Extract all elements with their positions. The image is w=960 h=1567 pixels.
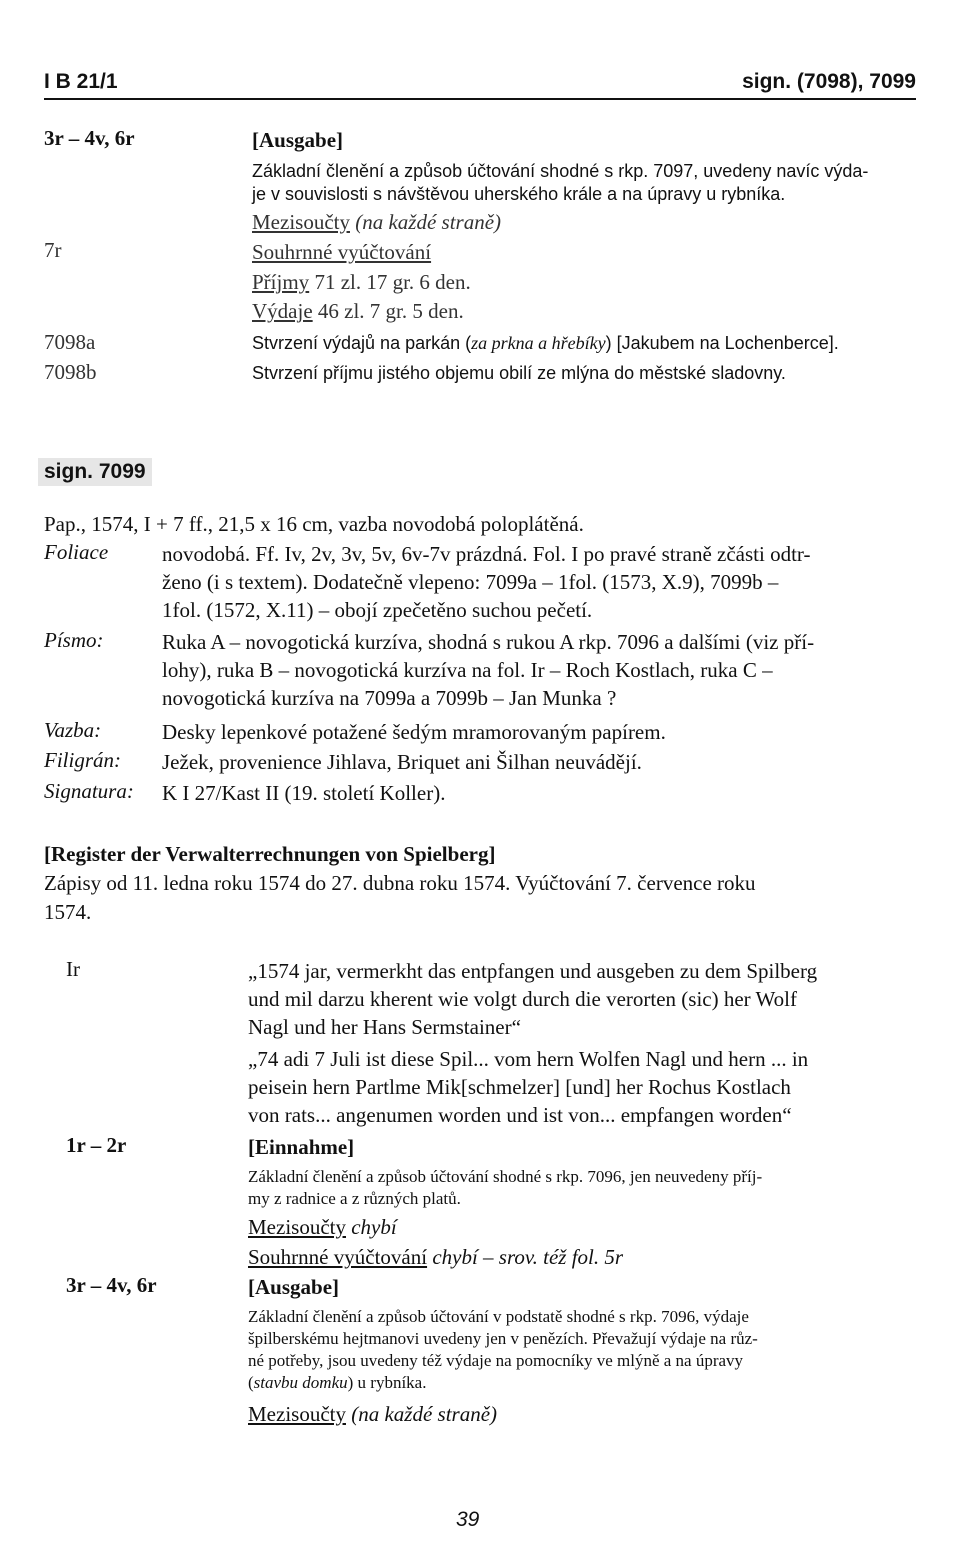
entry-label: 3r – 4v, 6r xyxy=(44,126,135,150)
section-title-ausgabe: [Ausgabe] xyxy=(252,128,344,152)
field-line: K I 27/Kast II (19. století Koller). xyxy=(162,781,446,805)
quote-1 xyxy=(248,957,918,1041)
stvrzeni-b: Stvrzení příjmu jistého objemu obilí ze mlýna do městské sladovny. xyxy=(252,363,786,383)
ausgabe-last-text: ) u rybníka. xyxy=(347,1373,427,1392)
mezisoucty-line-2 xyxy=(248,1400,497,1428)
vydaje-label: Výdaje xyxy=(252,299,313,323)
header-right: sign. (7098), 7099 xyxy=(742,70,916,93)
mezisoucty-label: Mezisoučty xyxy=(248,1402,346,1426)
sign-heading: sign. 7099 xyxy=(38,458,152,486)
prijmy-label: Příjmy xyxy=(252,270,310,294)
field-value xyxy=(162,628,916,712)
field-line: Desky lepenkové potažené šedým mramorovaným papírem. xyxy=(162,720,666,744)
header-left: I B 21/1 xyxy=(44,70,118,93)
quote-line: „1574 jar, vermerkht das entpfangen und ausgeben zu dem Spilberg xyxy=(248,959,818,983)
field-line: Ruka A – novogotická kurzíva, shodná s rukou A rkp. 7096 a dalšími (viz pří- xyxy=(162,630,815,654)
field-value xyxy=(162,779,916,807)
header-rule xyxy=(44,98,916,100)
quote-line: peisein hern Partlme Mik[schmelzer] [und] her Rochus Kostlach xyxy=(248,1075,791,1099)
field-key: Písmo: xyxy=(44,628,104,652)
einnahme-text xyxy=(248,1166,762,1210)
quote-line: Nagl und her Hans Sermstainer“ xyxy=(248,1015,521,1039)
souhrnne-line xyxy=(248,1243,623,1271)
field-line: ženo (i s textem). Dodatečně vlepeno: 7099a – 1fol. (1573, X.9), 7099b – xyxy=(162,570,779,594)
field-value xyxy=(162,540,916,624)
entry-label: 7098a xyxy=(44,330,96,354)
souhrnne-label: Souhrnné vyúčtování xyxy=(248,1245,428,1269)
ausgabe-line-last xyxy=(248,1372,920,1394)
field-value xyxy=(162,748,916,776)
register-line: 1574. xyxy=(44,900,92,924)
souhrnne-label: Souhrnné vyúčtování xyxy=(252,240,432,264)
stvrzeni-a xyxy=(252,332,839,355)
field-key: Foliace xyxy=(44,540,109,564)
field-line: 1fol. (1572, X.11) – obojí zpečetěno suchou pečetí. xyxy=(162,598,593,622)
quote-line: „74 adi 7 Juli ist diese Spil... vom hern Wolfen Nagl und hern ... in xyxy=(248,1047,809,1071)
stvrzeni-a-italic: za prkna a hřebíky xyxy=(471,333,606,353)
quote-line: von rats... angenumen worden und ist von... empfangen worden“ xyxy=(248,1103,792,1127)
prijmy-value: 71 zl. 17 gr. 6 den. xyxy=(314,270,471,294)
section-title-ausgabe-2: [Ausgabe] xyxy=(248,1275,340,1299)
ausgabe-line: špilberskému hejtmanovi uvedeny jen v penězích. Převažují výdaje na růz- xyxy=(248,1329,758,1348)
mezisoucty-note: (na každé straně) xyxy=(355,210,502,234)
paren-open: ( xyxy=(248,1373,254,1392)
souhrnne-note: chybí – srov. též fol. 5r xyxy=(432,1245,624,1269)
field-key: Filigrán: xyxy=(44,748,121,772)
field-line: novodobá. Ff. Iv, 2v, 3v, 5v, 6v-7v prázdná. Fol. I po pravé straně zčásti odtr- xyxy=(162,542,811,566)
stvrzeni-a-text: Stvrzení výdajů na parkán ( xyxy=(252,333,472,353)
register-title: [Register der Verwalterrechnungen von Spielberg] xyxy=(44,842,496,866)
quote-line: und mil darzu kherent wie volgt durch die verorten (sic) her Wolf xyxy=(248,987,797,1011)
mezisoucty-note: (na každé straně) xyxy=(351,1402,498,1426)
mezisoucty-line xyxy=(252,208,501,236)
mezisoucty-line xyxy=(248,1213,397,1241)
mezisoucty-label: Mezisoučty xyxy=(248,1215,346,1239)
ausgabe-text-line: Základní členění a způsob účtování shodné s rkp. 7097, uvedeny navíc výda- xyxy=(252,161,869,181)
ausgabe-line: Základní členění a způsob účtování v podstatě shodné s rkp. 7096, výdaje xyxy=(248,1307,749,1326)
vydaje-value: 46 zl. 7 gr. 5 den. xyxy=(317,299,464,323)
entry-label: 3r – 4v, 6r xyxy=(66,1273,157,1297)
quote-2 xyxy=(248,1045,918,1129)
field-key: Signatura: xyxy=(44,779,134,803)
entry-label: 7r xyxy=(44,238,62,262)
mezisoucty-label: Mezisoučty xyxy=(252,210,350,234)
vydaje-line xyxy=(252,297,464,325)
ausgabe-text-line: je v souvislosti s návštěvou uherského krále a na úpravy u rybníka. xyxy=(252,184,786,204)
entry-label: 7098b xyxy=(44,360,97,384)
mezisoucty-note: chybí xyxy=(351,1215,397,1239)
ausgabe-text-2 xyxy=(248,1306,920,1394)
stvrzeni-a-text-end: ) [Jakubem na Lochenberce]. xyxy=(605,333,839,353)
page-number: 39 xyxy=(456,1508,480,1531)
field-line: Ježek, provenience Jihlava, Briquet ani Šilhan neuvádějí. xyxy=(162,750,642,774)
field-line: novogotická kurzíva na 7099a a 7099b – Jan Munka ? xyxy=(162,686,617,710)
ausgabe-italic: stavbu domku xyxy=(253,1373,348,1392)
einnahme-line: Základní členění a způsob účtování shodné s rkp. 7096, jen neuvedeny příj- xyxy=(248,1167,763,1186)
field-line: lohy), ruka B – novogotická kurzíva na fol. Ir – Roch Kostlach, ruka C – xyxy=(162,658,773,682)
section-title-einnahme: [Einnahme] xyxy=(248,1135,355,1159)
field-value xyxy=(162,718,916,746)
ausgabe-line: né potřeby, jsou uvedeny též výdaje na pomocníky ve mlýně a na úpravy xyxy=(248,1351,744,1370)
register-line: Zápisy od 11. ledna roku 1574 do 27. dubna roku 1574. Vyúčtování 7. července roku xyxy=(44,871,756,895)
entry-label: Ir xyxy=(66,957,80,981)
field-key: Vazba: xyxy=(44,718,102,742)
einnahme-line: my z radnice a z různých platů. xyxy=(248,1189,461,1208)
entry-label: 1r – 2r xyxy=(66,1133,127,1157)
prijmy-line xyxy=(252,268,471,296)
pap-line: Pap., 1574, I + 7 ff., 21,5 x 16 cm, vazba novodobá poloplátěná. xyxy=(44,512,584,536)
